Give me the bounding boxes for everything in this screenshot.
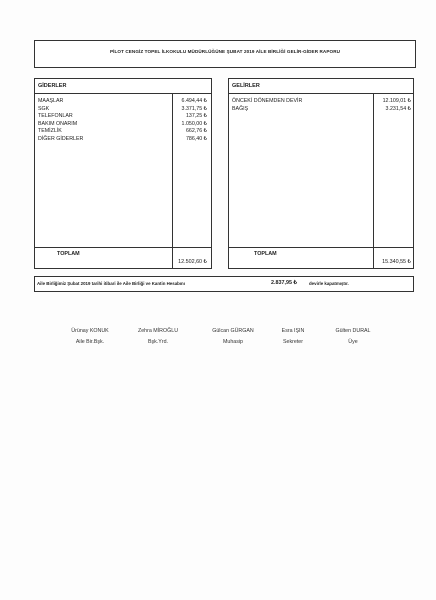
signatory-name: Gülcan GÜRGAN (212, 328, 254, 334)
expense-label: BAKIM ONARIM (38, 120, 78, 127)
report-title: PİLOT CENGİZ TOPEL İLKOKULU MÜDÜRLÜĞÜNE ŞUBAT 2019 AİLE BİRLİĞİ GELİR-GİDER RAPORU (109, 49, 341, 54)
signatory-role: Bşk.Yrd. (147, 339, 169, 345)
expense-row (38, 106, 211, 114)
income-row (232, 106, 413, 114)
summary-amount: 2.837,95 ₺ (271, 280, 297, 286)
income-total-label: TOPLAM (254, 251, 277, 257)
expense-label: MAAŞLAR (38, 98, 64, 104)
expenses-list (38, 98, 211, 144)
expenses-total-label: TOPLAM (57, 251, 80, 257)
summary-text: Aile Birliğimiz Şubat 2019 tarihi itibari ile Aile Birliği ve Kantin Hesabını (37, 281, 185, 286)
expense-row (38, 121, 211, 129)
expense-label: TEMİZLİK (38, 128, 62, 135)
expense-amount: 137,25 ₺ (185, 113, 207, 120)
expenses-total-amount: 12.502,60 ₺ (178, 259, 207, 265)
expenses-panel (34, 78, 212, 269)
balance-summary (34, 276, 414, 292)
signatory-name: Ürünay KONUK (71, 328, 109, 334)
summary-suffix: devirle kapatmıştır. (309, 281, 349, 286)
income-total-amount: 15.340,55 ₺ (382, 259, 411, 265)
expense-label: DİĞER GİDERLER (38, 135, 84, 142)
signatory-name: Gülten DURAL (335, 328, 371, 334)
expense-amount: 6.494,44 ₺ (181, 98, 207, 104)
expense-amount: 786,40 ₺ (185, 135, 207, 142)
income-amount: 3.231,54 ₺ (385, 105, 411, 112)
income-column-divider (373, 93, 374, 268)
signature-block (323, 326, 383, 348)
expenses-total-divider (35, 247, 211, 248)
signature-block (203, 326, 263, 348)
expense-amount: 662,76 ₺ (185, 128, 207, 135)
report-header (34, 40, 416, 68)
signature-block (263, 326, 323, 348)
signatory-role: Muhasip (222, 339, 244, 345)
signatory-role: Aile Bir.Bşk. (75, 339, 105, 345)
signatory-role: Üye (348, 339, 358, 345)
expense-label: SGK (38, 105, 50, 112)
expense-row (38, 113, 211, 121)
expense-amount: 3.371,75 ₺ (181, 105, 207, 112)
signatory-name: Esra IŞIN (281, 328, 305, 334)
income-label: ÖNCEKİ DÖNEMDEN DEVİR (232, 98, 303, 104)
income-total-divider (229, 247, 413, 248)
income-heading: GELİRLER (229, 79, 413, 94)
income-list (232, 98, 413, 113)
expense-row (38, 136, 211, 144)
expenses-heading: GİDERLER (35, 79, 211, 94)
income-panel (228, 78, 414, 269)
income-row (232, 98, 413, 106)
signature-block (60, 326, 120, 348)
income-amount: 12.109,01 ₺ (382, 98, 411, 104)
expense-amount: 1.050,00 ₺ (181, 120, 207, 127)
expense-label: TELEFONLAR (38, 113, 73, 120)
income-label: BAĞIŞ (232, 105, 249, 112)
signature-block (128, 326, 188, 348)
signatory-name: Zehra MİROĞLU (137, 328, 179, 334)
expense-row (38, 98, 211, 106)
signatory-role: Sekreter (282, 339, 304, 345)
expense-row (38, 128, 211, 136)
